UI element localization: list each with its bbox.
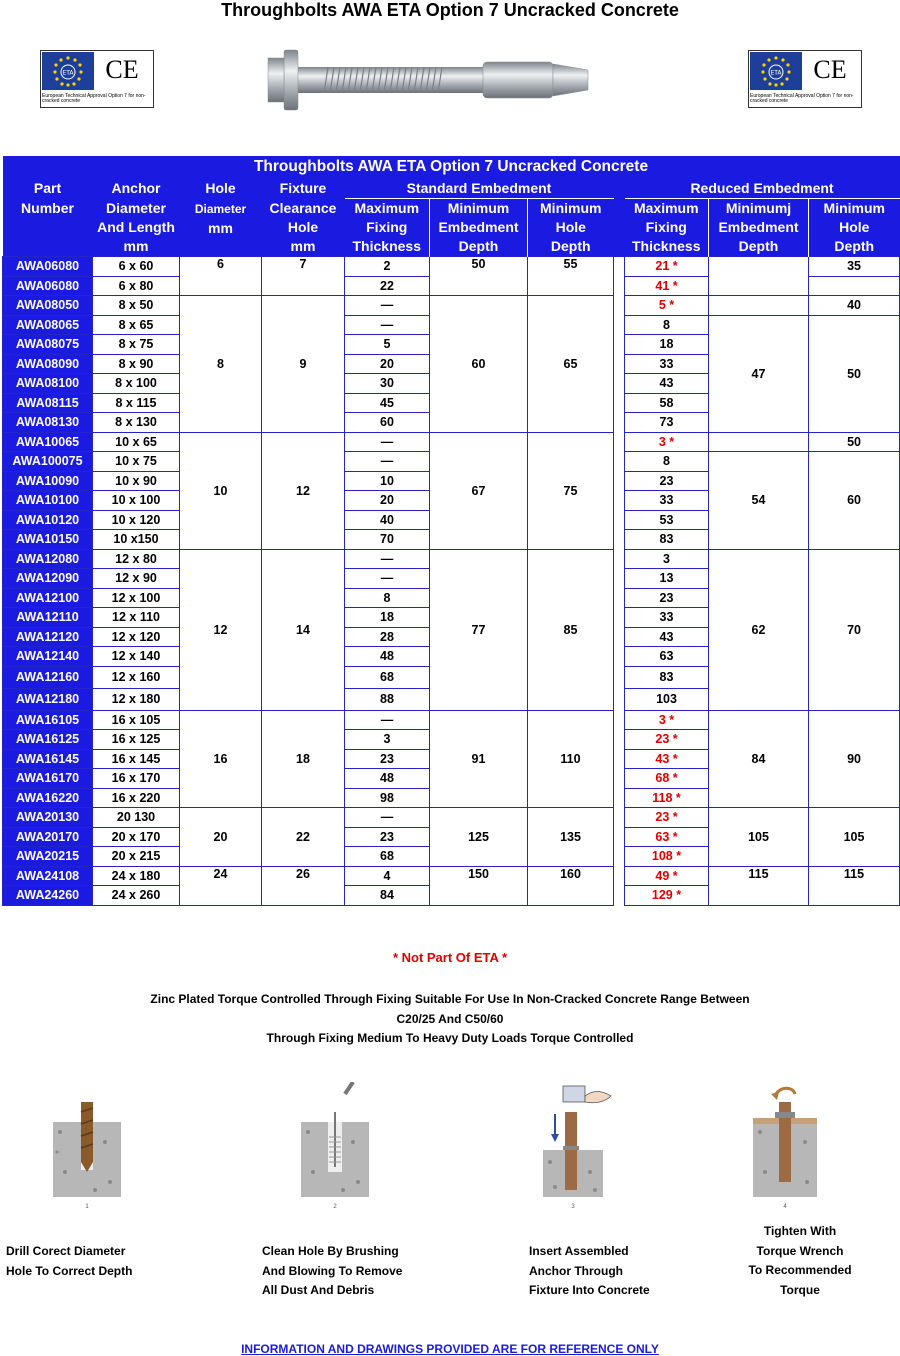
part-number: AWA100075 xyxy=(3,452,93,472)
part-number: AWA20130 xyxy=(3,808,93,828)
std-max-fixing: — xyxy=(345,432,430,452)
anchor-size: 6 x 80 xyxy=(93,276,180,296)
anchor-size: 8 x 90 xyxy=(93,354,180,374)
red-min-embedment: 105 xyxy=(709,808,809,867)
part-number: AWA10090 xyxy=(3,471,93,491)
red-max-fixing: 3 xyxy=(625,549,709,569)
red-min-hole-empty xyxy=(809,276,900,296)
part-number: AWA06080 xyxy=(3,276,93,296)
page-title: Throughbolts AWA ETA Option 7 Uncracked Concrete xyxy=(221,0,679,20)
table-row xyxy=(3,257,900,277)
anchor-size: 20 x 215 xyxy=(93,847,180,867)
anchor-size: 10 x150 xyxy=(93,530,180,550)
table-row xyxy=(3,808,900,828)
step-label-line: Fixture Into Concrete xyxy=(529,1283,650,1297)
svg-text:3: 3 xyxy=(571,1204,575,1210)
std-max-fixing: 28 xyxy=(345,627,430,647)
std-min-hole: 160 xyxy=(528,866,614,905)
part-number: AWA12180 xyxy=(3,688,93,710)
red-max-fixing: 23 * xyxy=(625,808,709,828)
description-line: Zinc Plated Torque Controlled Through Fixing Suitable For Use In Non-Cracked Concrete Range Between xyxy=(150,992,750,1006)
red-min-embedment-empty xyxy=(709,432,809,452)
table-row xyxy=(3,432,900,452)
anchor-size: 8 x 50 xyxy=(93,296,180,316)
std-max-fixing: 48 xyxy=(345,769,430,789)
part-number: AWA12140 xyxy=(3,647,93,667)
description-line: Through Fixing Medium To Heavy Duty Loads Torque Controlled xyxy=(266,1031,634,1045)
step-label-line: Anchor Through xyxy=(529,1263,623,1278)
step-label-line: Hole To Correct Depth xyxy=(6,1263,133,1278)
anchor-size: 12 x 110 xyxy=(93,608,180,628)
std-max-fixing: 68 xyxy=(345,847,430,867)
header-reduced-embedment: Reduced Embedment xyxy=(625,178,900,199)
header-std-max-fixing: Maximum Fixing Thickness xyxy=(345,199,430,257)
std-min-embedment: 91 xyxy=(430,710,528,808)
red-max-fixing: 63 * xyxy=(625,827,709,847)
part-number: AWA06080 xyxy=(3,257,93,277)
table-row xyxy=(3,866,900,886)
part-number: AWA16170 xyxy=(3,769,93,789)
red-min-embedment: 47 xyxy=(709,315,809,432)
anchor-size: 12 x 140 xyxy=(93,647,180,667)
std-max-fixing: 22 xyxy=(345,276,430,296)
red-min-embedment: 62 xyxy=(709,549,809,710)
red-min-hole: 50 xyxy=(809,432,900,452)
svg-text:2: 2 xyxy=(333,1204,337,1210)
fixture-clearance: 9 xyxy=(262,296,345,433)
red-min-hole: 60 xyxy=(809,452,900,550)
std-max-fixing: 23 xyxy=(345,827,430,847)
red-min-embedment: 115 xyxy=(709,866,809,905)
step-4-label xyxy=(700,1222,900,1300)
red-max-fixing: 108 * xyxy=(625,847,709,867)
std-max-fixing: 70 xyxy=(345,530,430,550)
red-max-fixing: 118 * xyxy=(625,788,709,808)
part-number: AWA08130 xyxy=(3,413,93,433)
red-max-fixing: 3 * xyxy=(625,710,709,730)
red-max-fixing: 63 xyxy=(625,647,709,667)
red-max-fixing: 83 xyxy=(625,666,709,688)
std-min-hole: 110 xyxy=(528,710,614,808)
step-2-label xyxy=(262,1242,402,1301)
part-number: AWA12080 xyxy=(3,549,93,569)
red-max-fixing: 33 xyxy=(625,491,709,511)
part-number: AWA20215 xyxy=(3,847,93,867)
svg-text:1: 1 xyxy=(85,1204,89,1210)
std-min-embedment: 77 xyxy=(430,549,528,710)
red-max-fixing: 33 xyxy=(625,354,709,374)
part-number: AWA12090 xyxy=(3,569,93,589)
anchor-size: 8 x 100 xyxy=(93,374,180,394)
std-min-embedment: 150 xyxy=(430,866,528,905)
std-max-fixing: 10 xyxy=(345,471,430,491)
step-2-clean-illustration xyxy=(293,1082,383,1212)
fixture-clearance: 7 xyxy=(262,257,345,296)
hole-diameter: 24 xyxy=(180,866,262,905)
step-1-label xyxy=(6,1242,132,1281)
step-label-line: Clean Hole By Brushing xyxy=(262,1244,399,1258)
hole-diameter: 12 xyxy=(180,549,262,710)
throughbolt-image xyxy=(258,40,603,120)
std-max-fixing: 2 xyxy=(345,257,430,277)
step-label-line: All Dust And Debris xyxy=(262,1283,375,1297)
red-max-fixing: 8 xyxy=(625,315,709,335)
part-number: AWA08115 xyxy=(3,393,93,413)
step-label-line: To Recommended xyxy=(748,1263,852,1277)
anchor-size: 24 x 180 xyxy=(93,866,180,886)
part-number: AWA20170 xyxy=(3,827,93,847)
step-1-drill-illustration xyxy=(45,1082,135,1212)
description-line: C20/25 And C50/60 xyxy=(396,1011,504,1026)
red-max-fixing: 23 * xyxy=(625,730,709,750)
step-4-tighten-illustration xyxy=(745,1082,835,1212)
hole-diameter: 20 xyxy=(180,808,262,867)
red-max-fixing: 43 * xyxy=(625,749,709,769)
eu-stars-icon xyxy=(42,52,94,90)
std-max-fixing: — xyxy=(345,569,430,589)
part-number: AWA08065 xyxy=(3,315,93,335)
part-number: AWA16125 xyxy=(3,730,93,750)
std-max-fixing: — xyxy=(345,710,430,730)
std-max-fixing: 23 xyxy=(345,749,430,769)
part-number: AWA16105 xyxy=(3,710,93,730)
std-max-fixing: 18 xyxy=(345,608,430,628)
red-max-fixing: 8 xyxy=(625,452,709,472)
anchor-size: 12 x 80 xyxy=(93,549,180,569)
table-row xyxy=(3,296,900,316)
std-max-fixing: — xyxy=(345,452,430,472)
header-anchor: Anchor xyxy=(93,178,180,199)
anchor-size: 12 x 160 xyxy=(93,666,180,688)
red-max-fixing: 43 xyxy=(625,627,709,647)
std-max-fixing: 48 xyxy=(345,647,430,667)
std-max-fixing: — xyxy=(345,296,430,316)
part-number: AWA24108 xyxy=(3,866,93,886)
red-max-fixing: 49 * xyxy=(625,866,709,886)
eta-ce-logo-left xyxy=(40,50,154,108)
red-min-hole: 40 xyxy=(809,296,900,316)
anchor-size: 12 x 90 xyxy=(93,569,180,589)
std-max-fixing: 8 xyxy=(345,588,430,608)
anchor-size: 10 x 120 xyxy=(93,510,180,530)
std-max-fixing: — xyxy=(345,315,430,335)
fixture-clearance: 26 xyxy=(262,866,345,905)
step-label-line: Tighten With xyxy=(763,1224,837,1238)
table-row xyxy=(3,710,900,730)
part-number: AWA10065 xyxy=(3,432,93,452)
std-min-embedment: 60 xyxy=(430,296,528,433)
fixture-clearance: 12 xyxy=(262,432,345,549)
step-label-line: Torque Wrench xyxy=(756,1243,844,1258)
red-max-fixing: 129 * xyxy=(625,886,709,906)
header-red-min-embedment: Minimumj Embedment Depth xyxy=(709,199,809,257)
red-max-fixing: 103 xyxy=(625,688,709,710)
red-min-hole: 70 xyxy=(809,549,900,710)
std-max-fixing: 88 xyxy=(345,688,430,710)
part-number: AWA08075 xyxy=(3,335,93,355)
anchor-size: 16 x 220 xyxy=(93,788,180,808)
cert-caption: European Technical Approval Option 7 for non-cracked concrete xyxy=(42,93,146,104)
header-red-min-hole: Minimum Hole Depth xyxy=(809,199,900,257)
header-fixture: Fixture xyxy=(262,178,345,199)
anchor-size: 12 x 100 xyxy=(93,588,180,608)
anchor-size: 6 x 60 xyxy=(93,257,180,277)
part-number: AWA08100 xyxy=(3,374,93,394)
std-max-fixing: 30 xyxy=(345,374,430,394)
anchor-size: 24 x 260 xyxy=(93,886,180,906)
anchor-size: 8 x 130 xyxy=(93,413,180,433)
step-label-line: Drill Corect Diameter xyxy=(6,1244,126,1258)
svg-text:ETA: ETA xyxy=(770,69,782,77)
part-number: AWA08050 xyxy=(3,296,93,316)
anchor-size: 10 x 75 xyxy=(93,452,180,472)
part-number: AWA12120 xyxy=(3,627,93,647)
header-standard-embedment: Standard Embedment xyxy=(345,178,614,199)
anchor-size: 16 x 125 xyxy=(93,730,180,750)
red-min-hole: 90 xyxy=(809,710,900,808)
std-min-embedment: 50 xyxy=(430,257,528,296)
header-hole-sub: Diameter mm xyxy=(180,199,262,257)
anchor-size: 12 x 120 xyxy=(93,627,180,647)
red-max-fixing: 23 xyxy=(625,471,709,491)
red-min-hole: 35 xyxy=(809,257,900,277)
cert-caption: European Technical Approval Option 7 for non-cracked concrete xyxy=(750,93,854,104)
std-max-fixing: 68 xyxy=(345,666,430,688)
red-max-fixing: 53 xyxy=(625,510,709,530)
column-gap xyxy=(614,257,625,906)
header-part: Part xyxy=(3,178,93,199)
anchor-size: 16 x 105 xyxy=(93,710,180,730)
part-number: AWA24260 xyxy=(3,886,93,906)
ce-mark: CE xyxy=(813,55,847,84)
std-max-fixing: 40 xyxy=(345,510,430,530)
red-max-fixing: 13 xyxy=(625,569,709,589)
std-max-fixing: 45 xyxy=(345,393,430,413)
svg-text:4: 4 xyxy=(783,1204,787,1210)
red-max-fixing: 33 xyxy=(625,608,709,628)
fixture-clearance: 14 xyxy=(262,549,345,710)
std-max-fixing: 3 xyxy=(345,730,430,750)
part-number: AWA08090 xyxy=(3,354,93,374)
anchor-size: 10 x 65 xyxy=(93,432,180,452)
std-max-fixing: 60 xyxy=(345,413,430,433)
part-number: AWA10150 xyxy=(3,530,93,550)
table-body xyxy=(3,257,900,906)
std-min-hole: 135 xyxy=(528,808,614,867)
anchor-size: 20 130 xyxy=(93,808,180,828)
red-max-fixing: 43 xyxy=(625,374,709,394)
std-max-fixing: 84 xyxy=(345,886,430,906)
eu-stars-icon xyxy=(750,52,802,90)
step-label-line: Torque xyxy=(780,1282,820,1297)
anchor-size: 8 x 115 xyxy=(93,393,180,413)
anchor-size: 8 x 65 xyxy=(93,315,180,335)
table-row xyxy=(3,549,900,569)
header-std-min-hole: Minimum Hole Depth xyxy=(528,199,614,257)
fixture-clearance: 22 xyxy=(262,808,345,867)
std-max-fixing: 20 xyxy=(345,354,430,374)
std-min-embedment: 125 xyxy=(430,808,528,867)
step-3-label xyxy=(529,1242,650,1301)
part-number: AWA12100 xyxy=(3,588,93,608)
red-max-fixing: 83 xyxy=(625,530,709,550)
anchor-size: 8 x 75 xyxy=(93,335,180,355)
hole-diameter: 8 xyxy=(180,296,262,433)
anchor-size: 16 x 145 xyxy=(93,749,180,769)
red-max-fixing: 23 xyxy=(625,588,709,608)
red-max-fixing: 3 * xyxy=(625,432,709,452)
std-max-fixing: 4 xyxy=(345,866,430,886)
table-heading: Throughbolts AWA ETA Option 7 Uncracked Concrete xyxy=(3,156,900,178)
header-hole: Hole xyxy=(180,178,262,199)
red-max-fixing: 41 * xyxy=(625,276,709,296)
std-min-hole: 65 xyxy=(528,296,614,433)
header-red-max-fixing: Maximum Fixing Thickness xyxy=(625,199,709,257)
std-min-hole: 85 xyxy=(528,549,614,710)
red-min-embedment xyxy=(709,257,809,296)
std-min-hole: 75 xyxy=(528,432,614,549)
red-max-fixing: 58 xyxy=(625,393,709,413)
red-min-hole: 115 xyxy=(809,866,900,905)
anchor-size: 16 x 170 xyxy=(93,769,180,789)
part-number: AWA16220 xyxy=(3,788,93,808)
red-min-hole: 50 xyxy=(809,315,900,432)
header-part-sub: Number xyxy=(3,199,93,257)
part-number: AWA10120 xyxy=(3,510,93,530)
step-label-line: Insert Assembled xyxy=(529,1244,629,1258)
std-max-fixing: — xyxy=(345,808,430,828)
std-max-fixing: 20 xyxy=(345,491,430,511)
header-anchor-sub: Diameter And Length mm xyxy=(93,199,180,257)
hole-diameter: 10 xyxy=(180,432,262,549)
anchor-size: 12 x 180 xyxy=(93,688,180,710)
reference-disclaimer: INFORMATION AND DRAWINGS PROVIDED ARE FOR REFERENCE ONLY xyxy=(241,1342,659,1356)
red-max-fixing: 18 xyxy=(625,335,709,355)
spec-table xyxy=(2,156,900,906)
red-max-fixing: 73 xyxy=(625,413,709,433)
hole-diameter: 16 xyxy=(180,710,262,808)
part-number: AWA12160 xyxy=(3,666,93,688)
red-max-fixing: 21 * xyxy=(625,257,709,277)
hole-diameter: 6 xyxy=(180,257,262,296)
step-label-line: And Blowing To Remove xyxy=(262,1263,403,1278)
anchor-size: 10 x 100 xyxy=(93,491,180,511)
header-std-min-embedment: Minimum Embedment Depth xyxy=(430,199,528,257)
red-min-embedment: 54 xyxy=(709,452,809,550)
eta-ce-logo-right xyxy=(748,50,862,108)
fixture-clearance: 18 xyxy=(262,710,345,808)
not-eta-note: * Not Part Of ETA * xyxy=(392,950,508,965)
svg-text:ETA: ETA xyxy=(62,69,74,77)
std-min-embedment: 67 xyxy=(430,432,528,549)
std-max-fixing: 98 xyxy=(345,788,430,808)
red-min-hole: 105 xyxy=(809,808,900,867)
red-min-embedment-empty xyxy=(709,296,809,316)
red-min-embedment: 84 xyxy=(709,710,809,808)
header-fixture-sub: Clearance Hole mm xyxy=(262,199,345,257)
std-max-fixing: — xyxy=(345,549,430,569)
std-max-fixing: 5 xyxy=(345,335,430,355)
part-number: AWA16145 xyxy=(3,749,93,769)
anchor-size: 10 x 90 xyxy=(93,471,180,491)
red-max-fixing: 5 * xyxy=(625,296,709,316)
anchor-size: 20 x 170 xyxy=(93,827,180,847)
std-min-hole: 55 xyxy=(528,257,614,296)
product-description xyxy=(0,990,900,1049)
red-max-fixing: 68 * xyxy=(625,769,709,789)
step-3-insert-illustration xyxy=(535,1082,625,1212)
ce-mark: CE xyxy=(105,55,139,84)
part-number: AWA12110 xyxy=(3,608,93,628)
part-number: AWA10100 xyxy=(3,491,93,511)
